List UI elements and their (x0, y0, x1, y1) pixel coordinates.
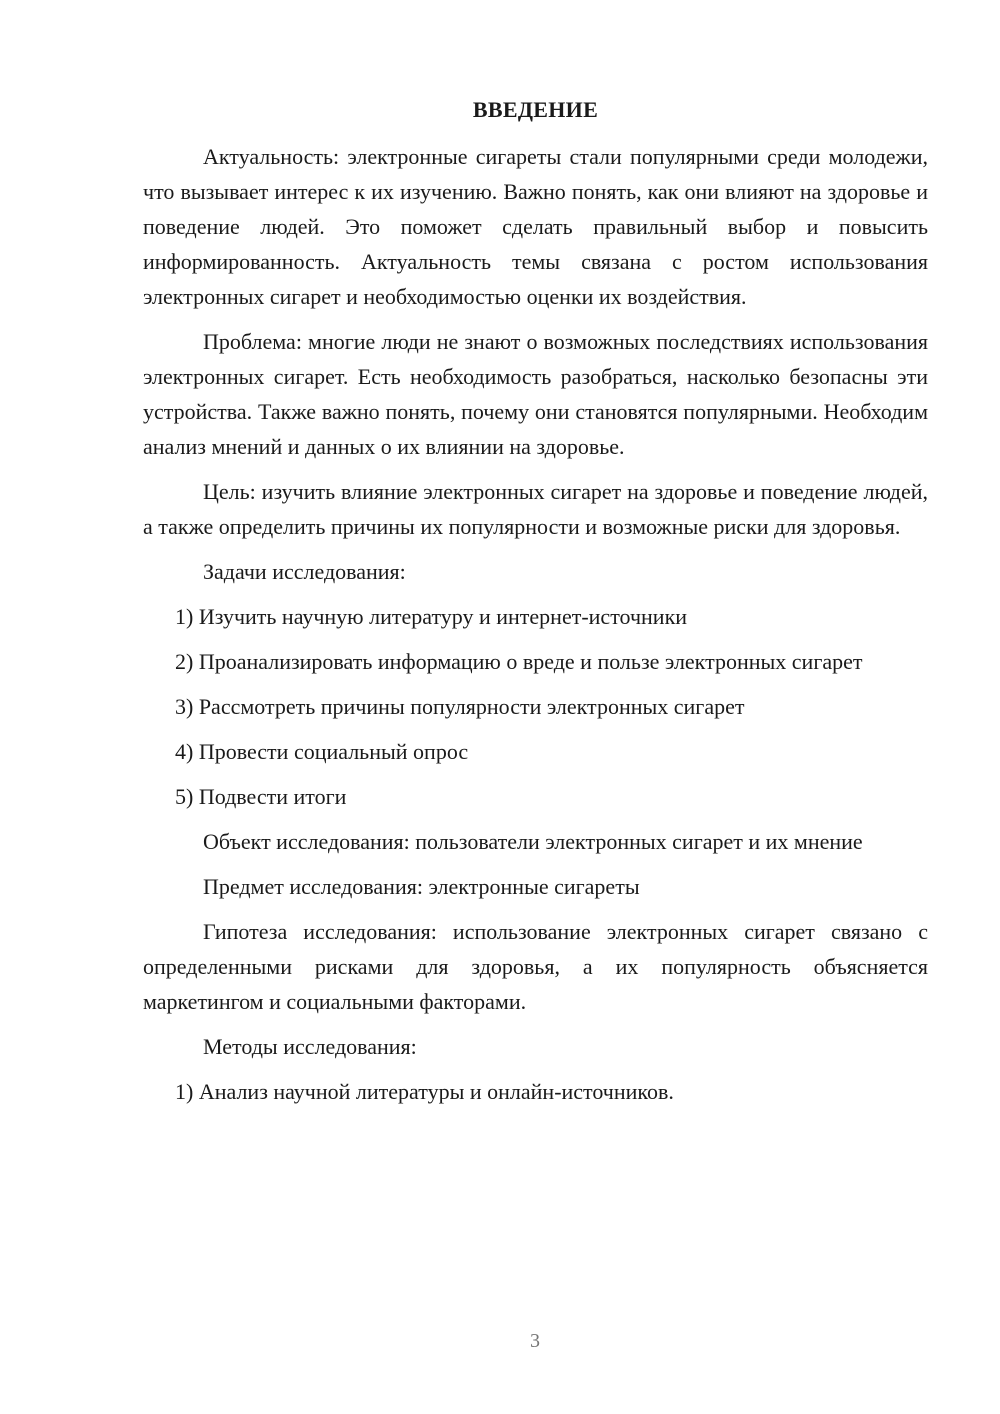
relevance-paragraph: Актуальность: электронные сигареты стали популярными среди молодежи, что вызывает интерес к их изучению. Важно понять, как они влияют на здоровье и поведение людей. Это поможет сделать правильный выбор и повысить информированность. Актуальность темы связана с ростом использования электронных сигарет и необходимостью оценки их воздействия. (143, 144, 928, 309)
task-item-2: 2) Проанализировать информацию о вреде и пользе электронных сигарет (175, 649, 863, 674)
method-item-1: 1) Анализ научной литературы и онлайн-источников. (175, 1079, 674, 1104)
section-heading: ВВЕДЕНИЕ (472, 97, 599, 122)
page-number: 3 (530, 1330, 540, 1352)
document-page (143, 92, 928, 1119)
methods-heading: Методы исследования: (203, 1034, 417, 1059)
subject-paragraph: Предмет исследования: электронные сигареты (203, 874, 640, 899)
task-item-4: 4) Провести социальный опрос (175, 739, 469, 764)
object-paragraph: Объект исследования: пользователи электронных сигарет и их мнение (203, 829, 863, 854)
goal-paragraph: Цель: изучить влияние электронных сигарет на здоровье и поведение людей, а также определить причины их популярности и возможные риски для здоровья. (143, 479, 928, 539)
task-item-5: 5) Подвести итоги (175, 784, 347, 809)
hypothesis-paragraph: Гипотеза исследования: использование электронных сигарет связано с определенными рисками для здоровья, а их популярность объясняется маркетингом и социальными факторами. (143, 919, 928, 1014)
tasks-heading: Задачи исследования: (203, 559, 406, 584)
problem-paragraph: Проблема: многие люди не знают о возможных последствиях использования электронных сигарет. Есть необходимость разобраться, насколько безопасны эти устройства. Также важно понять, почему они становятся популярными. Необходим анализ мнений и данных о их влиянии на здоровье. (143, 329, 928, 459)
task-item-1: 1) Изучить научную литературу и интернет-источники (175, 604, 688, 629)
task-item-3: 3) Рассмотреть причины популярности электронных сигарет (175, 694, 745, 719)
